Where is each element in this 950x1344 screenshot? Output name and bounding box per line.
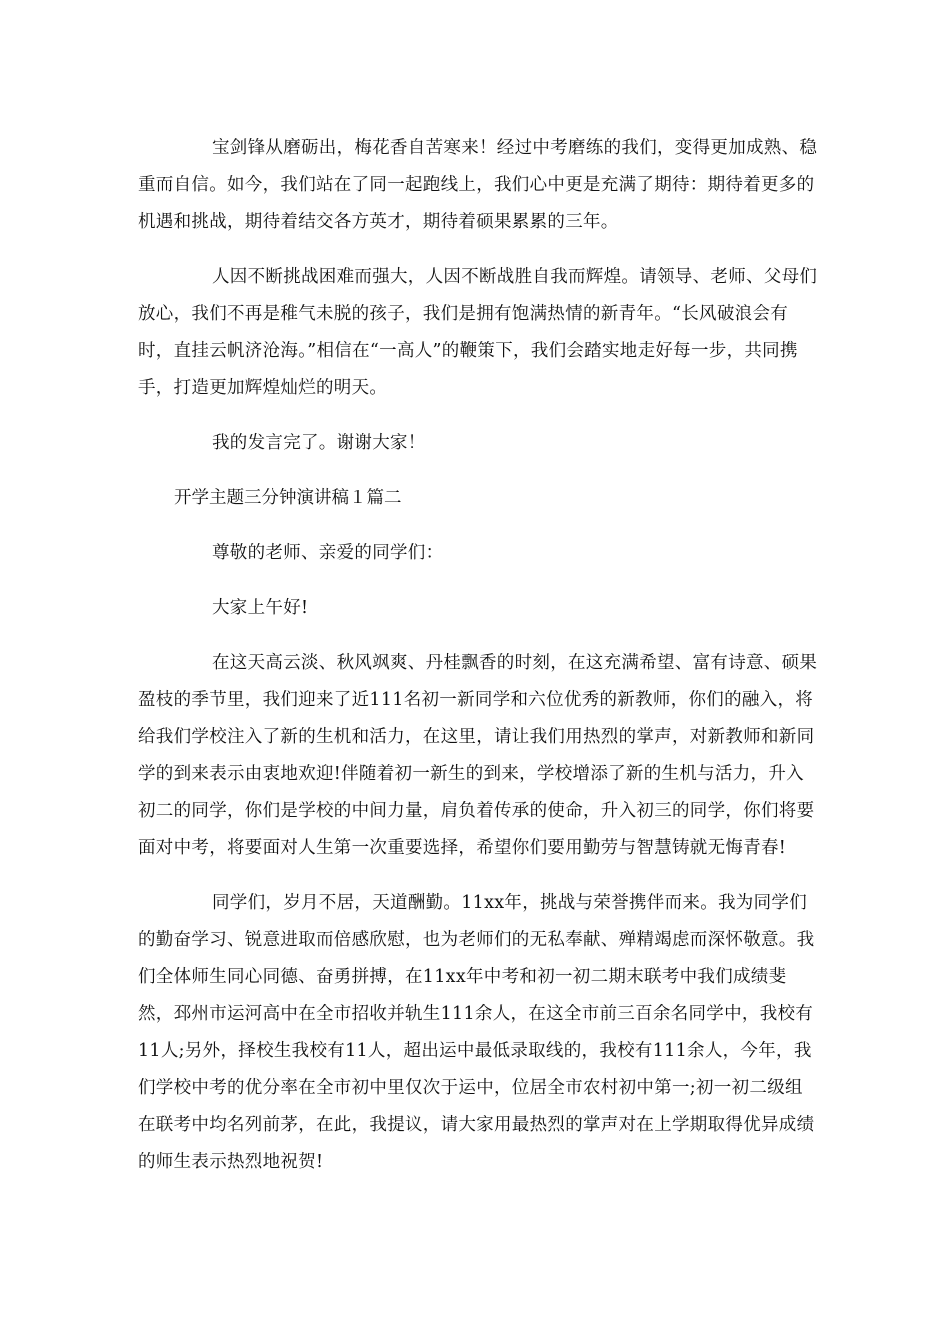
paragraph-achievements: 同学们，岁月不居，天道酬勤。11xx年，挑战与荣誉携伴而来。我为同学们的勤奋学习、锐意进取而倍感欣慰，也为老师们的无私奉献、殚精竭虑而深怀敬意。我们全体师生同心同德、奋勇拼搏，在11xx年中考和初一初二期末联考中我们成绩斐然，邳州市运河高中在全市招收并轨生111余人，在这全市前三百余名同学中，我校有11人;另外，择校生我校有11人，超出运中最低录取线的，我校有111余人，今年，我们学校中考的优分率在全市初中里仅次于运中，位居全市农村初中第一;初一初二级组在联考中均名列前茅，在此，我提议，请大家用最热烈的掌声对在上学期取得优异成绩的师生表示热烈地祝贺! bbox=[138, 893, 815, 1172]
greeting: 大家上午好! bbox=[212, 598, 309, 618]
salutation: 尊敬的老师、亲爱的同学们： bbox=[212, 543, 444, 563]
section-heading: 开学主题三分钟演讲稿１篇二 bbox=[174, 488, 402, 508]
paragraph-welcome: 在这天高云淡、秋风飒爽、丹桂飘香的时刻，在这充满希望、富有诗意、硕果盈枝的季节里，我们迎来了近111名初一新同学和六位优秀的新教师，你们的融入，将给我们学校注入了新的生机和活力，在这里，请让我们用热烈的掌声，对新教师和新同学的到来表示由衷地欢迎!伴随着初一新生的到来，学校增添了新的生机与活力，升入初二的同学，你们是学校的中间力量，肩负着传承的使命，升入初三的同学，你们将要面对中考，将要面对人生第一次重要选择，希望你们要用勤劳与智慧铸就无悔青春! bbox=[138, 653, 818, 858]
paragraph-closing: 我的发言完了。谢谢大家！ bbox=[212, 433, 426, 453]
document-body bbox=[138, 130, 818, 1181]
paragraph-sword: 宝剑锋从磨砺出，梅花香自苦寒来！经过中考磨练的我们，变得更加成熟、稳重而自信。如今，我们站在了同一起跑线上，我们心中更是充满了期待：期待着更多的机遇和挑战，期待着结交各方英才，期待着硕果累累的三年。 bbox=[138, 138, 818, 232]
paragraph-challenge: 人因不断挑战困难而强大，人因不断战胜自我而辉煌。请领导、老师、父母们放心，我们不再是稚气未脱的孩子，我们是拥有饱满热情的新青年。“长风破浪会有时，直挂云帆济沧海。”相信在“一高人”的鞭策下，我们会踏实地走好每一步，共同携手，打造更加辉煌灿烂的明天。 bbox=[138, 267, 818, 398]
